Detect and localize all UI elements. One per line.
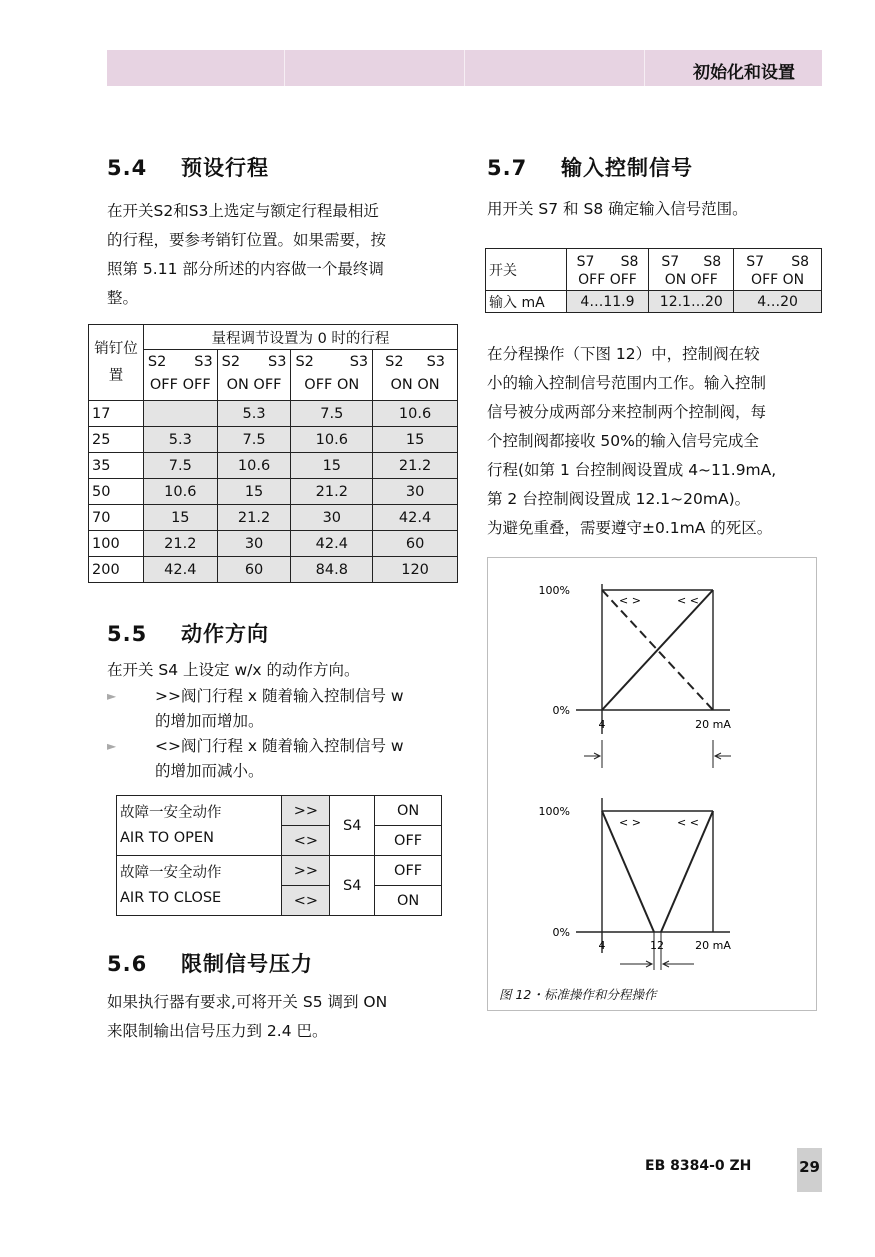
document-code: EB 8384-0 ZH xyxy=(645,1158,752,1174)
bottom-direct-label: < < xyxy=(677,816,699,829)
s7-s8-col-2: S7 S8 ON OFF xyxy=(649,249,734,291)
input-signal-table xyxy=(485,248,822,313)
pin-travel-table xyxy=(88,324,458,583)
top-y-100-label: 100% xyxy=(538,584,570,597)
figure-12 xyxy=(487,557,817,1011)
section-5-6-heading: 5.6 限制信号压力 xyxy=(107,952,313,976)
section-5-4-paragraph: 在开关S2和S3上选定与额定行程最相近 的行程，要参考销钉位置。如果需要，按 照第 5.11 部分所述的内容做一个最终调 整。 xyxy=(107,202,387,307)
top-x-20-label: 20 mA xyxy=(695,718,731,731)
section-5-5-heading: 5.5 动作方向 xyxy=(107,622,269,646)
bullet-item: ► <>阀门行程 x 随着输入控制信号 w 的增加而减小。 xyxy=(107,734,447,784)
top-direct-label: < < xyxy=(677,594,699,607)
table-row: 35 7.5 10.6 15 21.2 xyxy=(89,453,458,479)
bottom-x-4-label: 4 xyxy=(598,939,606,952)
triangle-bullet-icon: ► xyxy=(107,689,117,703)
switch-col-4: S2 S3 ON ON xyxy=(373,350,458,401)
air-to-close-label: 故障一安全动作 AIR TO CLOSE xyxy=(117,856,282,916)
section-5-4-heading: 5.4 预设行程 xyxy=(107,156,269,180)
switch-col-3: S2 S3 OFF ON xyxy=(291,350,373,401)
state-cell: OFF xyxy=(375,856,442,886)
bottom-y-100-label: 100% xyxy=(538,805,570,818)
bottom-y-0-label: 0% xyxy=(552,926,570,939)
switch-col-1: S2 S3 OFF OFF xyxy=(143,350,217,401)
section-5-5-intro: 在开关 S4 上设定 w/x 的动作方向。 xyxy=(107,661,360,679)
top-reverse-label: < > xyxy=(619,594,641,607)
bottom-reverse-label: < > xyxy=(619,816,641,829)
state-cell: ON xyxy=(375,796,442,826)
state-cell: ON xyxy=(375,886,442,916)
table-row: 25 5.3 7.5 10.6 15 xyxy=(89,427,458,453)
pin-header: 销钉位置 xyxy=(89,325,144,401)
direction-cell: >> xyxy=(282,856,330,886)
table-row: 70 15 21.2 30 42.4 xyxy=(89,505,458,531)
section-5-7-intro: 用开关 S7 和 S8 确定输入信号范围。 xyxy=(487,200,748,218)
s7-s8-col-3: S7 S8 OFF ON xyxy=(734,249,822,291)
figure-caption: 图 12・标准操作和分程操作 xyxy=(499,987,657,1002)
input-ma-row-label: 输入 mA xyxy=(486,291,567,313)
direction-cell: >> xyxy=(282,796,330,826)
switch-s4-cell: S4 xyxy=(330,796,375,856)
chapter-title: 初始化和设置 xyxy=(693,63,795,83)
top-x-4-label: 4 xyxy=(598,718,606,731)
page-number: 29 xyxy=(799,1158,820,1176)
state-cell: OFF xyxy=(375,826,442,856)
table-row: 17 5.3 7.5 10.6 xyxy=(89,401,458,427)
range-cell: 12.1…20 xyxy=(649,291,734,313)
section-5-6-paragraph: 如果执行器有要求,可将开关 S5 调到 ON 来限制输出信号压力到 2.4 巴。 xyxy=(107,993,388,1040)
switch-s4-cell: S4 xyxy=(330,856,375,916)
direction-cell: <> xyxy=(282,886,330,916)
bottom-x-12-label: 12 xyxy=(650,939,664,952)
switch-row-label: 开关 xyxy=(486,249,567,291)
top-y-0-label: 0% xyxy=(552,704,570,717)
bullet-item: ► >>阀门行程 x 随着输入控制信号 w 的增加而增加。 xyxy=(107,684,447,734)
action-direction-table xyxy=(116,795,442,916)
air-to-open-label: 故障一安全动作 AIR TO OPEN xyxy=(117,796,282,856)
standard-operation-diagram xyxy=(576,584,731,768)
section-5-7-paragraph: 在分程操作（下图 12）中，控制阀在较 小的输入控制信号范围内工作。输入控制 信号被分成两部分来控制两个控制阀，每 个控制阀都接收 50%的输入信号完成全 行程(如第 1 台控制阀设置成 4~11.9mA, 第 2 台控制阀设置成 12.1~20mA)。 为避免重叠，需要遵守±0.1mA 的死区。 xyxy=(487,345,777,537)
section-5-7-heading: 5.7 输入控制信号 xyxy=(487,156,693,180)
table-row: 50 10.6 15 21.2 30 xyxy=(89,479,458,505)
range-cell: 4…11.9 xyxy=(566,291,649,313)
table-row: 200 42.4 60 84.8 120 xyxy=(89,557,458,583)
direction-cell: <> xyxy=(282,826,330,856)
table-row: 100 21.2 30 42.4 60 xyxy=(89,531,458,557)
s7-s8-col-1: S7 S8 OFF OFF xyxy=(566,249,649,291)
triangle-bullet-icon: ► xyxy=(107,739,117,753)
group-header: 量程调节设置为 0 时的行程 xyxy=(143,325,457,350)
figure-12-diagrams xyxy=(488,558,816,1010)
switch-col-2: S2 S3 ON OFF xyxy=(217,350,291,401)
bottom-x-20-label: 20 mA xyxy=(695,939,731,952)
range-cell: 4…20 xyxy=(734,291,822,313)
